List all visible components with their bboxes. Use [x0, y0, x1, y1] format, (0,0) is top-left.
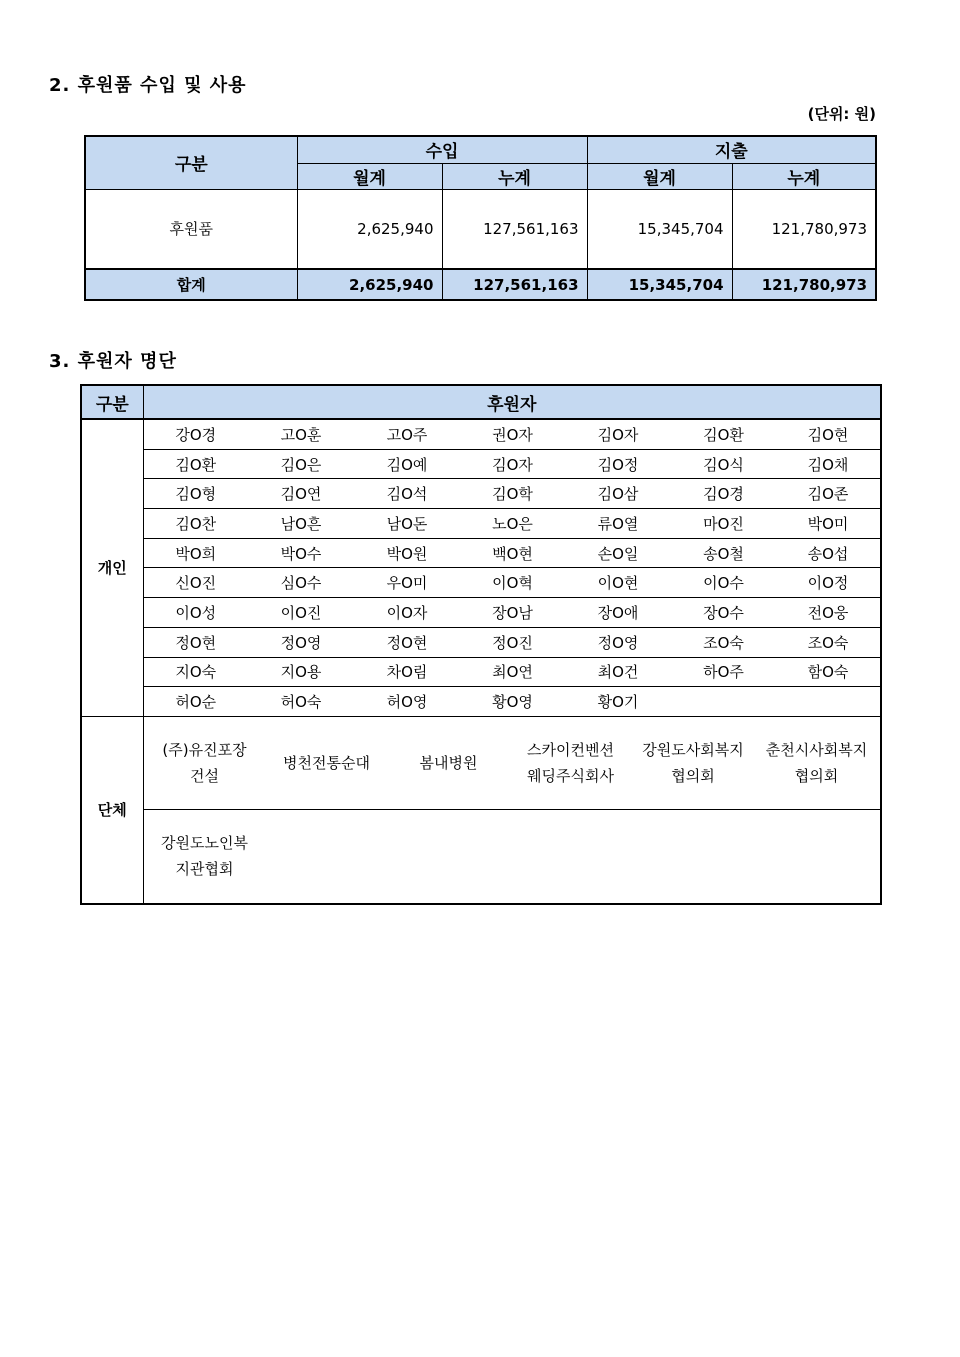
group-name — [755, 737, 879, 789]
donor-name: 송O철 — [671, 538, 776, 568]
section3-heading: 3. 후원자 명단 — [49, 351, 177, 372]
donor-name: 남O흔 — [248, 509, 354, 539]
row-label: 후원품 — [85, 189, 297, 269]
section2-heading: 2. 후원품 수입 및 사용 — [49, 75, 247, 96]
donation-goods-table — [84, 135, 877, 301]
group-name — [510, 737, 632, 789]
donor-row — [81, 627, 881, 657]
donor-name: 김O찬 — [143, 509, 248, 539]
donor-name: 박O미 — [776, 509, 881, 539]
donor-name: 송O섭 — [776, 538, 881, 568]
group-name-line: 봄내병원 — [419, 753, 478, 772]
donor-name: 함O숙 — [776, 657, 881, 687]
donor-name: 박O원 — [354, 538, 460, 568]
group-list — [143, 809, 881, 904]
donor-name: 김O은 — [248, 449, 354, 479]
donor-row — [81, 538, 881, 568]
total-income-monthly: 2,625,940 — [297, 269, 442, 300]
donor-name: 황O기 — [565, 687, 671, 717]
donor-name: 강O경 — [143, 419, 248, 449]
group-name-line: 강원도사회복지 — [642, 740, 744, 759]
donor-category-header: 구분 — [81, 385, 143, 419]
donors-header: 후원자 — [143, 385, 881, 419]
expense-monthly-value: 15,345,704 — [587, 189, 732, 269]
income-cumulative-value: 127,561,163 — [442, 189, 587, 269]
group-name-line: 협의회 — [794, 766, 839, 785]
donor-name: 고O훈 — [248, 419, 354, 449]
donor-name: 황O영 — [460, 687, 565, 717]
donor-name: 장O애 — [565, 598, 671, 628]
income-cumulative-header: 누계 — [442, 163, 587, 189]
donor-name: 정O진 — [460, 627, 565, 657]
donor-name: 이O수 — [671, 568, 776, 598]
donor-name: 조O숙 — [776, 627, 881, 657]
donor-row — [81, 657, 881, 687]
donor-name: 허O순 — [143, 687, 248, 717]
donor-name: 김O환 — [671, 419, 776, 449]
group-row — [81, 716, 881, 809]
donor-name: 김O석 — [354, 479, 460, 509]
donor-name: 심O수 — [248, 568, 354, 598]
donor-name: 김O정 — [565, 449, 671, 479]
donor-name: 허O숙 — [248, 687, 354, 717]
total-label: 합계 — [85, 269, 297, 300]
donor-name: 류O열 — [565, 509, 671, 539]
donor-name: 김O존 — [776, 479, 881, 509]
donor-name: 정O영 — [565, 627, 671, 657]
total-expense-cumulative: 121,780,973 — [732, 269, 876, 300]
group-name-line: 건설 — [190, 766, 219, 785]
group-name-line: 협의회 — [671, 766, 715, 785]
donor-name: 김O현 — [776, 419, 881, 449]
donor-name: 김O연 — [248, 479, 354, 509]
donor-name: 조O숙 — [671, 627, 776, 657]
expense-cumulative-value: 121,780,973 — [732, 189, 876, 269]
donor-name: 김O자 — [460, 449, 565, 479]
donor-name: 이O현 — [565, 568, 671, 598]
donor-row — [81, 419, 881, 449]
category-header: 구분 — [85, 136, 297, 189]
group-name-line: 웨딩주식회사 — [527, 766, 614, 785]
donor-row — [81, 479, 881, 509]
group-name — [632, 737, 755, 789]
donor-name: 최O연 — [460, 657, 565, 687]
group-name — [144, 830, 266, 882]
income-monthly-value: 2,625,940 — [297, 189, 442, 269]
donor-name: 허O영 — [354, 687, 460, 717]
group-row — [81, 809, 881, 904]
donor-name: 마O진 — [671, 509, 776, 539]
donor-name: 이O자 — [354, 598, 460, 628]
donor-name: 고O주 — [354, 419, 460, 449]
expense-monthly-header: 월계 — [587, 163, 732, 189]
group-name-line: 강원도노인복 — [161, 834, 248, 853]
group-name — [388, 750, 510, 776]
donor-row — [81, 568, 881, 598]
donor-name: 김O자 — [565, 419, 671, 449]
donor-name: 이O진 — [248, 598, 354, 628]
group-name-line: 춘천시사회복지 — [765, 740, 868, 759]
donor-name: 김O학 — [460, 479, 565, 509]
expense-cumulative-header: 누계 — [732, 163, 876, 189]
donor-name: 이O혁 — [460, 568, 565, 598]
group-name — [266, 750, 388, 776]
group-category-label: 단체 — [81, 716, 143, 904]
donor-row — [81, 449, 881, 479]
donor-name: 정O영 — [248, 627, 354, 657]
donor-name: 노O은 — [460, 509, 565, 539]
donor-name — [776, 687, 881, 717]
income-header: 수입 — [297, 136, 587, 163]
donor-name: 김O식 — [671, 449, 776, 479]
donor-name: 차O림 — [354, 657, 460, 687]
group-name-line: 지관협회 — [175, 860, 234, 879]
donor-name: 김O채 — [776, 449, 881, 479]
donor-name: 이O정 — [776, 568, 881, 598]
donor-name: 박O희 — [143, 538, 248, 568]
donor-name: 장O수 — [671, 598, 776, 628]
group-name-line: 병천전통순대 — [283, 753, 370, 772]
total-row — [85, 269, 876, 300]
donor-name: 김O환 — [143, 449, 248, 479]
donor-name: 신O진 — [143, 568, 248, 598]
donor-name: 손O일 — [565, 538, 671, 568]
donor-name: 지O숙 — [143, 657, 248, 687]
donor-list-table — [80, 384, 882, 905]
total-expense-monthly: 15,345,704 — [587, 269, 732, 300]
donor-name: 남O돈 — [354, 509, 460, 539]
donor-name: 김O형 — [143, 479, 248, 509]
group-list — [143, 716, 881, 809]
donor-name: 우O미 — [354, 568, 460, 598]
group-name-line: (주)유진포장 — [162, 740, 247, 759]
donor-name: 장O남 — [460, 598, 565, 628]
group-name — [144, 737, 266, 789]
donor-name: 권O자 — [460, 419, 565, 449]
expense-header: 지출 — [587, 136, 876, 163]
donor-name: 전O웅 — [776, 598, 881, 628]
unit-label: (단위: 원) — [807, 105, 876, 123]
donor-name: 정O현 — [354, 627, 460, 657]
donor-name: 김O예 — [354, 449, 460, 479]
income-monthly-header: 월계 — [297, 163, 442, 189]
donor-row — [81, 509, 881, 539]
donor-name: 정O현 — [143, 627, 248, 657]
donor-name: 최O건 — [565, 657, 671, 687]
donor-row — [81, 687, 881, 717]
donor-name: 백O현 — [460, 538, 565, 568]
donor-name: 하O주 — [671, 657, 776, 687]
group-name-line: 스카이컨벤션 — [527, 740, 614, 759]
donor-name: 이O성 — [143, 598, 248, 628]
donor-name: 김O삼 — [565, 479, 671, 509]
table-row — [85, 189, 876, 269]
donor-name: 김O경 — [671, 479, 776, 509]
donor-name: 지O용 — [248, 657, 354, 687]
total-income-cumulative: 127,561,163 — [442, 269, 587, 300]
donor-name — [671, 687, 776, 717]
donor-name: 박O수 — [248, 538, 354, 568]
individual-category-label: 개인 — [81, 419, 143, 716]
donor-row — [81, 598, 881, 628]
